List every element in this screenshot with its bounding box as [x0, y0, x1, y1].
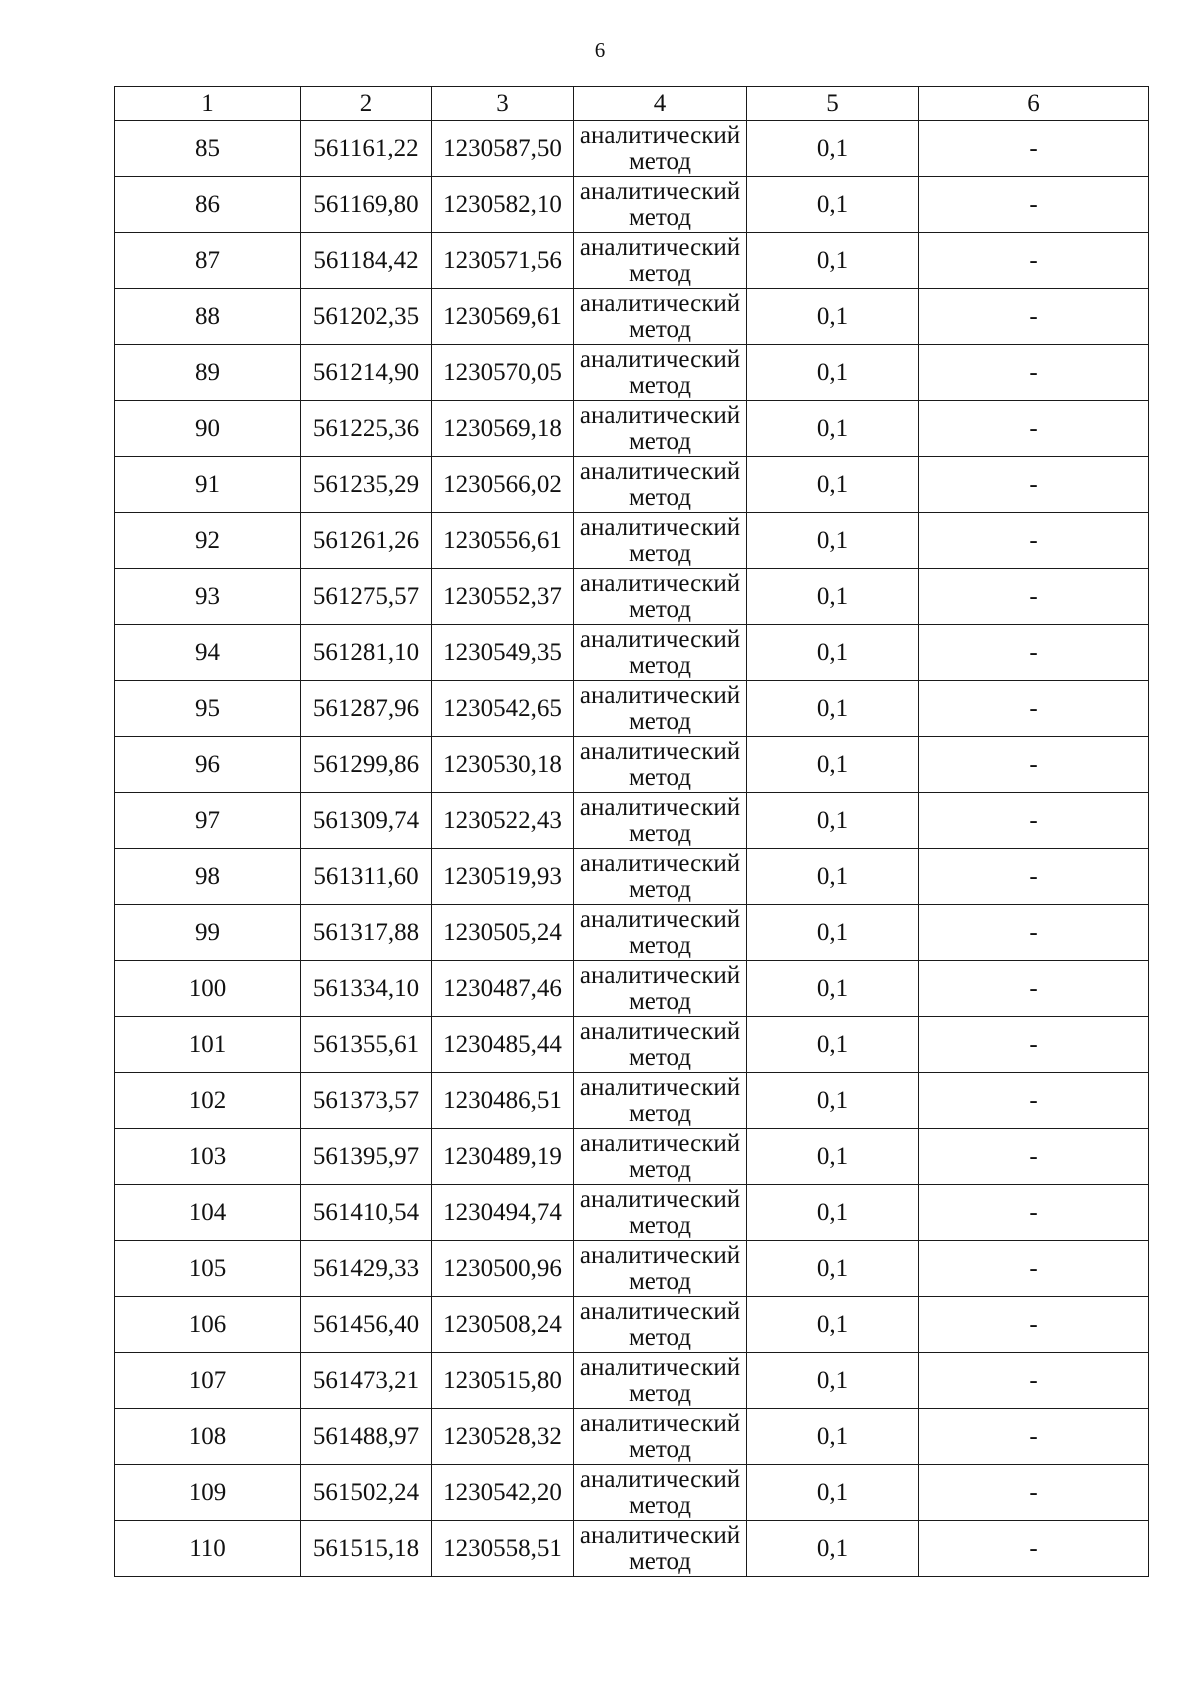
x-coordinate-cell: 561161,22 — [301, 121, 432, 177]
note-cell: - — [919, 793, 1149, 849]
accuracy-cell: 0,1 — [747, 1297, 919, 1353]
y-coordinate-cell: 1230558,51 — [432, 1521, 574, 1577]
method-line-1: аналитический — [579, 1129, 741, 1157]
method-line-1: аналитический — [579, 1353, 741, 1381]
point-number-cell: 110 — [115, 1521, 301, 1577]
column-header: 3 — [432, 87, 574, 121]
accuracy-cell: 0,1 — [747, 1465, 919, 1521]
table-row — [115, 849, 1149, 905]
table-header-row — [115, 87, 1149, 121]
y-coordinate-cell: 1230528,32 — [432, 1409, 574, 1465]
x-coordinate-cell: 561281,10 — [301, 625, 432, 681]
method-cell — [574, 401, 747, 457]
y-coordinate-cell: 1230542,65 — [432, 681, 574, 737]
table-row — [115, 1129, 1149, 1185]
accuracy-cell: 0,1 — [747, 625, 919, 681]
method-line-1: аналитический — [579, 849, 741, 877]
y-coordinate-cell: 1230487,46 — [432, 961, 574, 1017]
note-cell: - — [919, 625, 1149, 681]
method-line-2: метод — [628, 1099, 691, 1127]
table-row — [115, 1409, 1149, 1465]
table-row — [115, 569, 1149, 625]
method-line-2: метод — [628, 371, 691, 399]
table-row — [115, 1353, 1149, 1409]
x-coordinate-cell: 561202,35 — [301, 289, 432, 345]
accuracy-cell: 0,1 — [747, 1017, 919, 1073]
y-coordinate-cell: 1230571,56 — [432, 233, 574, 289]
table-row — [115, 345, 1149, 401]
note-cell: - — [919, 1353, 1149, 1409]
method-line-1: аналитический — [579, 905, 741, 933]
accuracy-cell: 0,1 — [747, 793, 919, 849]
x-coordinate-cell: 561502,24 — [301, 1465, 432, 1521]
note-cell: - — [919, 1521, 1149, 1577]
point-number-cell: 92 — [115, 513, 301, 569]
y-coordinate-cell: 1230556,61 — [432, 513, 574, 569]
table-row — [115, 737, 1149, 793]
method-line-2: метод — [628, 203, 691, 231]
point-number-cell: 94 — [115, 625, 301, 681]
method-cell — [574, 1017, 747, 1073]
point-number-cell: 85 — [115, 121, 301, 177]
method-line-2: метод — [628, 315, 691, 343]
point-number-cell: 105 — [115, 1241, 301, 1297]
x-coordinate-cell: 561309,74 — [301, 793, 432, 849]
x-coordinate-cell: 561334,10 — [301, 961, 432, 1017]
method-line-2: метод — [628, 875, 691, 903]
x-coordinate-cell: 561184,42 — [301, 233, 432, 289]
method-cell — [574, 513, 747, 569]
note-cell: - — [919, 233, 1149, 289]
method-line-1: аналитический — [579, 1521, 741, 1549]
note-cell: - — [919, 737, 1149, 793]
point-number-cell: 91 — [115, 457, 301, 513]
point-number-cell: 95 — [115, 681, 301, 737]
method-line-2: метод — [628, 1155, 691, 1183]
page-number: 6 — [594, 38, 606, 62]
x-coordinate-cell: 561214,90 — [301, 345, 432, 401]
method-line-2: метод — [628, 1323, 691, 1351]
method-cell — [574, 625, 747, 681]
y-coordinate-cell: 1230570,05 — [432, 345, 574, 401]
method-line-2: метод — [628, 147, 691, 175]
point-number-cell: 96 — [115, 737, 301, 793]
x-coordinate-cell: 561317,88 — [301, 905, 432, 961]
column-header: 5 — [747, 87, 919, 121]
point-number-cell: 86 — [115, 177, 301, 233]
table-row — [115, 905, 1149, 961]
method-cell — [574, 905, 747, 961]
column-header: 4 — [574, 87, 747, 121]
note-cell: - — [919, 1129, 1149, 1185]
note-cell: - — [919, 177, 1149, 233]
note-cell: - — [919, 1241, 1149, 1297]
y-coordinate-cell: 1230587,50 — [432, 121, 574, 177]
method-line-2: метод — [628, 707, 691, 735]
method-line-2: метод — [628, 1435, 691, 1463]
point-number-cell: 89 — [115, 345, 301, 401]
point-number-cell: 99 — [115, 905, 301, 961]
table-row — [115, 457, 1149, 513]
y-coordinate-cell: 1230566,02 — [432, 457, 574, 513]
y-coordinate-cell: 1230505,24 — [432, 905, 574, 961]
y-coordinate-cell: 1230582,10 — [432, 177, 574, 233]
accuracy-cell: 0,1 — [747, 233, 919, 289]
point-number-cell: 104 — [115, 1185, 301, 1241]
note-cell: - — [919, 401, 1149, 457]
accuracy-cell: 0,1 — [747, 1185, 919, 1241]
note-cell: - — [919, 1073, 1149, 1129]
note-cell: - — [919, 121, 1149, 177]
y-coordinate-cell: 1230522,43 — [432, 793, 574, 849]
y-coordinate-cell: 1230530,18 — [432, 737, 574, 793]
method-line-1: аналитический — [579, 1073, 741, 1101]
method-cell — [574, 1297, 747, 1353]
method-line-2: метод — [628, 483, 691, 511]
x-coordinate-cell: 561275,57 — [301, 569, 432, 625]
note-cell: - — [919, 1409, 1149, 1465]
y-coordinate-cell: 1230515,80 — [432, 1353, 574, 1409]
accuracy-cell: 0,1 — [747, 457, 919, 513]
point-number-cell: 98 — [115, 849, 301, 905]
method-line-1: аналитический — [579, 569, 741, 597]
note-cell: - — [919, 905, 1149, 961]
y-coordinate-cell: 1230500,96 — [432, 1241, 574, 1297]
method-cell — [574, 961, 747, 1017]
note-cell: - — [919, 345, 1149, 401]
column-header: 2 — [301, 87, 432, 121]
x-coordinate-cell: 561429,33 — [301, 1241, 432, 1297]
accuracy-cell: 0,1 — [747, 569, 919, 625]
x-coordinate-cell: 561225,36 — [301, 401, 432, 457]
y-coordinate-cell: 1230542,20 — [432, 1465, 574, 1521]
coordinates-table — [114, 86, 1149, 1577]
x-coordinate-cell: 561373,57 — [301, 1073, 432, 1129]
y-coordinate-cell: 1230508,24 — [432, 1297, 574, 1353]
note-cell: - — [919, 1017, 1149, 1073]
accuracy-cell: 0,1 — [747, 177, 919, 233]
note-cell: - — [919, 961, 1149, 1017]
method-cell — [574, 793, 747, 849]
table-row — [115, 1185, 1149, 1241]
accuracy-cell: 0,1 — [747, 1073, 919, 1129]
table-row — [115, 625, 1149, 681]
method-cell — [574, 737, 747, 793]
table-row — [115, 1465, 1149, 1521]
point-number-cell: 88 — [115, 289, 301, 345]
method-cell — [574, 1129, 747, 1185]
point-number-cell: 90 — [115, 401, 301, 457]
method-line-2: метод — [628, 427, 691, 455]
note-cell: - — [919, 849, 1149, 905]
point-number-cell: 102 — [115, 1073, 301, 1129]
method-line-2: метод — [628, 1043, 691, 1071]
x-coordinate-cell: 561261,26 — [301, 513, 432, 569]
method-line-1: аналитический — [579, 289, 741, 317]
accuracy-cell: 0,1 — [747, 513, 919, 569]
accuracy-cell: 0,1 — [747, 1521, 919, 1577]
method-cell — [574, 1185, 747, 1241]
note-cell: - — [919, 1297, 1149, 1353]
point-number-cell: 93 — [115, 569, 301, 625]
method-line-2: метод — [628, 259, 691, 287]
method-line-1: аналитический — [579, 513, 741, 541]
method-cell — [574, 1241, 747, 1297]
method-cell — [574, 1073, 747, 1129]
x-coordinate-cell: 561299,86 — [301, 737, 432, 793]
y-coordinate-cell: 1230485,44 — [432, 1017, 574, 1073]
method-cell — [574, 681, 747, 737]
accuracy-cell: 0,1 — [747, 1409, 919, 1465]
method-cell — [574, 1465, 747, 1521]
x-coordinate-cell: 561287,96 — [301, 681, 432, 737]
note-cell: - — [919, 1185, 1149, 1241]
point-number-cell: 106 — [115, 1297, 301, 1353]
method-cell — [574, 1409, 747, 1465]
method-cell — [574, 1521, 747, 1577]
accuracy-cell: 0,1 — [747, 905, 919, 961]
method-line-2: метод — [628, 1547, 691, 1575]
method-line-2: метод — [628, 763, 691, 791]
table-row — [115, 289, 1149, 345]
y-coordinate-cell: 1230549,35 — [432, 625, 574, 681]
point-number-cell: 100 — [115, 961, 301, 1017]
method-line-1: аналитический — [579, 1409, 741, 1437]
y-coordinate-cell: 1230519,93 — [432, 849, 574, 905]
method-line-2: метод — [628, 1211, 691, 1239]
note-cell: - — [919, 289, 1149, 345]
method-line-2: метод — [628, 595, 691, 623]
method-line-2: метод — [628, 1491, 691, 1519]
table-row — [115, 1521, 1149, 1577]
method-cell — [574, 289, 747, 345]
y-coordinate-cell: 1230569,61 — [432, 289, 574, 345]
method-line-2: метод — [628, 819, 691, 847]
method-line-2: метод — [628, 651, 691, 679]
method-line-1: аналитический — [579, 1465, 741, 1493]
x-coordinate-cell: 561311,60 — [301, 849, 432, 905]
accuracy-cell: 0,1 — [747, 737, 919, 793]
method-line-1: аналитический — [579, 345, 741, 373]
note-cell: - — [919, 1465, 1149, 1521]
y-coordinate-cell: 1230486,51 — [432, 1073, 574, 1129]
point-number-cell: 109 — [115, 1465, 301, 1521]
table-row — [115, 1017, 1149, 1073]
method-cell — [574, 233, 747, 289]
method-line-2: метод — [628, 987, 691, 1015]
note-cell: - — [919, 681, 1149, 737]
method-line-2: метод — [628, 1379, 691, 1407]
accuracy-cell: 0,1 — [747, 961, 919, 1017]
x-coordinate-cell: 561355,61 — [301, 1017, 432, 1073]
method-line-1: аналитический — [579, 681, 741, 709]
table-row — [115, 233, 1149, 289]
method-line-2: метод — [628, 539, 691, 567]
table-row — [115, 1073, 1149, 1129]
method-line-1: аналитический — [579, 233, 741, 261]
x-coordinate-cell: 561488,97 — [301, 1409, 432, 1465]
accuracy-cell: 0,1 — [747, 849, 919, 905]
table-row — [115, 1297, 1149, 1353]
x-coordinate-cell: 561456,40 — [301, 1297, 432, 1353]
method-line-1: аналитический — [579, 177, 741, 205]
method-line-1: аналитический — [579, 1017, 741, 1045]
method-line-1: аналитический — [579, 1297, 741, 1325]
note-cell: - — [919, 569, 1149, 625]
method-cell — [574, 457, 747, 513]
method-cell — [574, 177, 747, 233]
table-body — [115, 87, 1149, 1577]
method-line-1: аналитический — [579, 121, 741, 149]
x-coordinate-cell: 561410,54 — [301, 1185, 432, 1241]
point-number-cell: 87 — [115, 233, 301, 289]
method-line-1: аналитический — [579, 1241, 741, 1269]
point-number-cell: 97 — [115, 793, 301, 849]
x-coordinate-cell: 561473,21 — [301, 1353, 432, 1409]
method-line-2: метод — [628, 931, 691, 959]
x-coordinate-cell: 561515,18 — [301, 1521, 432, 1577]
method-cell — [574, 569, 747, 625]
table-row — [115, 401, 1149, 457]
x-coordinate-cell: 561395,97 — [301, 1129, 432, 1185]
column-header: 6 — [919, 87, 1149, 121]
table-row — [115, 1241, 1149, 1297]
accuracy-cell: 0,1 — [747, 121, 919, 177]
method-cell — [574, 121, 747, 177]
table-row — [115, 681, 1149, 737]
table-row — [115, 177, 1149, 233]
method-line-1: аналитический — [579, 625, 741, 653]
table-row — [115, 961, 1149, 1017]
x-coordinate-cell: 561235,29 — [301, 457, 432, 513]
method-cell — [574, 849, 747, 905]
method-line-1: аналитический — [579, 401, 741, 429]
method-line-1: аналитический — [579, 737, 741, 765]
note-cell: - — [919, 513, 1149, 569]
accuracy-cell: 0,1 — [747, 401, 919, 457]
method-line-1: аналитический — [579, 961, 741, 989]
method-cell — [574, 1353, 747, 1409]
method-line-1: аналитический — [579, 457, 741, 485]
x-coordinate-cell: 561169,80 — [301, 177, 432, 233]
point-number-cell: 108 — [115, 1409, 301, 1465]
point-number-cell: 107 — [115, 1353, 301, 1409]
note-cell: - — [919, 457, 1149, 513]
point-number-cell: 103 — [115, 1129, 301, 1185]
column-header: 1 — [115, 87, 301, 121]
y-coordinate-cell: 1230494,74 — [432, 1185, 574, 1241]
y-coordinate-cell: 1230569,18 — [432, 401, 574, 457]
method-line-1: аналитический — [579, 1185, 741, 1213]
method-cell — [574, 345, 747, 401]
method-line-2: метод — [628, 1267, 691, 1295]
accuracy-cell: 0,1 — [747, 1241, 919, 1297]
accuracy-cell: 0,1 — [747, 345, 919, 401]
y-coordinate-cell: 1230489,19 — [432, 1129, 574, 1185]
point-number-cell: 101 — [115, 1017, 301, 1073]
method-line-1: аналитический — [579, 793, 741, 821]
table-row — [115, 121, 1149, 177]
accuracy-cell: 0,1 — [747, 1353, 919, 1409]
table-row — [115, 793, 1149, 849]
table-row — [115, 513, 1149, 569]
accuracy-cell: 0,1 — [747, 681, 919, 737]
accuracy-cell: 0,1 — [747, 1129, 919, 1185]
accuracy-cell: 0,1 — [747, 289, 919, 345]
y-coordinate-cell: 1230552,37 — [432, 569, 574, 625]
